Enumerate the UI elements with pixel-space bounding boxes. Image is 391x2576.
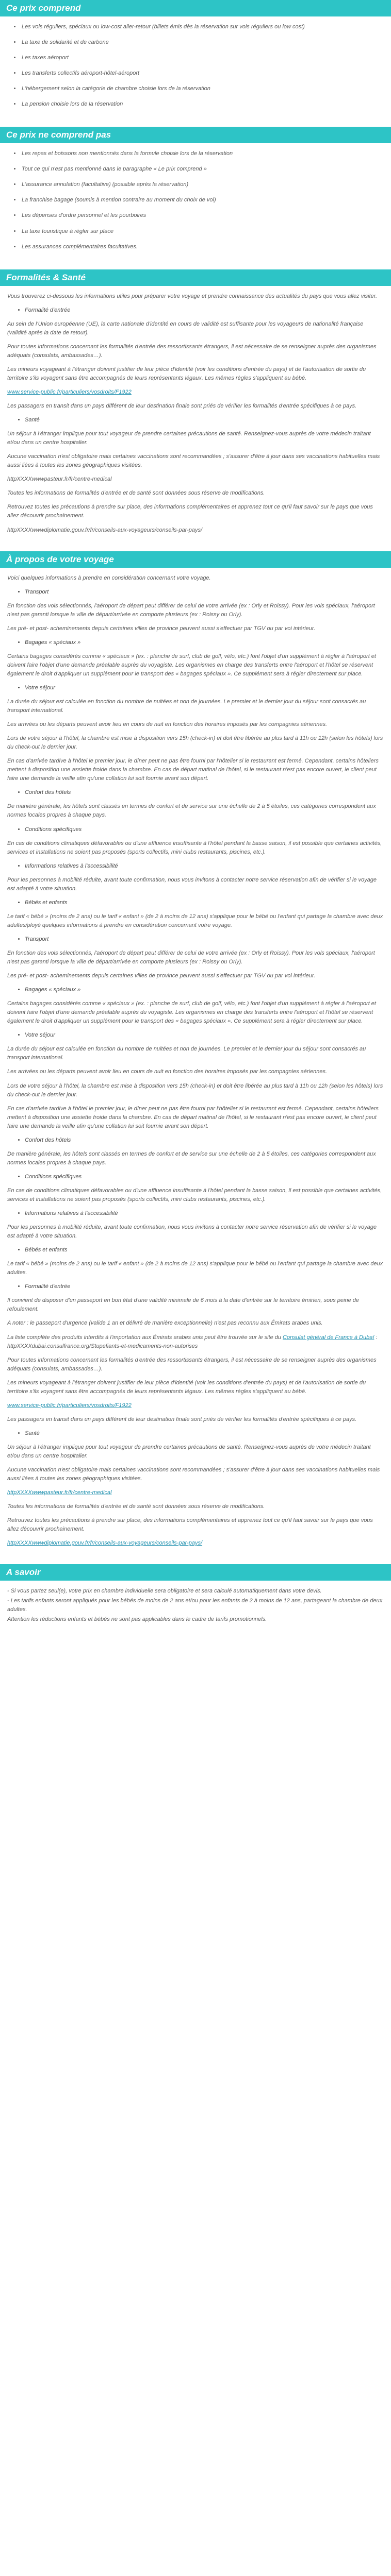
accessibilite-heading: • Informations relatives à l'accessibilité: [25, 862, 384, 871]
list-item: • La taxe touristique à régler sur place: [21, 227, 384, 236]
accessibilite-heading: • Informations relatives à l'accessibilité: [25, 1209, 384, 1218]
paragraph: Toutes les informations de formalités d'entrée et de santé sont données sous réserve de modifications.: [7, 490, 265, 497]
section-propos: [0, 568, 391, 1565]
bagages-heading: • Bagages « spéciaux »: [25, 638, 384, 647]
heading-list: [7, 638, 384, 647]
paragraph: A noter : le passeport d'urgence (valide 1 an et délivré de manière exceptionnelle) n'est pas reconnu aux Émirats arabes unis.: [7, 1320, 323, 1327]
section-title-propos: À propos de votre voyage: [0, 551, 391, 568]
conditions-heading: • Conditions spécifiques: [25, 825, 384, 834]
diplomatie-link[interactable]: httpXXXXwwwdiplomatie.gouv.fr/fr/conseils-aux-voyageurs/conseils-par-pays/: [7, 1540, 203, 1547]
heading-list: [7, 1209, 384, 1218]
sante-heading: • Santé: [25, 416, 384, 425]
list-item: • La pension choisie lors de la réservation: [21, 100, 384, 109]
bebes-heading: • Bébés et enfants: [25, 899, 384, 907]
compris-list: [7, 23, 384, 109]
heading-list: [7, 1173, 384, 1181]
paragraph: Pour les personnes à mobilité réduite, avant toute confirmation, nous vous invitons à contacter notre service réservation afin de vérifier si le voyage est adapté à votre situation.: [7, 876, 377, 892]
service-public-link[interactable]: www.service-public.fr/particuliers/vosdroits/F1922: [7, 1402, 132, 1409]
transport-heading: • Transport: [25, 588, 384, 597]
heading-list: [7, 899, 384, 907]
heading-list: [7, 1429, 384, 1438]
paragraph: Toutes les informations de formalités d'entrée et de santé sont données sous réserve de modifications.: [7, 1503, 265, 1510]
paragraph: De manière générale, les hôtels sont classés en termes de confort et de service sur une échelle de 2 à 5 étoiles, ces catégories correspondent aux normes locales propres à chaque pays.: [7, 803, 376, 819]
paragraph: La durée du séjour est calculée en fonction du nombre de nuitées et non de journées. Le premier et le dernier jour du séjour sont consacrés au transport international.: [7, 1046, 366, 1061]
section-compris: [0, 16, 391, 127]
paragraph: La durée du séjour est calculée en fonction du nombre de nuitées et non de journées. Le premier et le dernier jour du séjour sont consacrés au transport international.: [7, 699, 366, 714]
sejour-heading: • Votre séjour: [25, 1031, 384, 1040]
heading-list: [7, 935, 384, 944]
list-item: • Les transferts collectifs aéroport-hôtel-aéroport: [21, 69, 384, 78]
paragraph: Lors de votre séjour à l'hôtel, la chambre est mise à disposition vers 15h (check-in) et doit être libérée au plus tard à 11h ou 12h (selon les hôtels) lors du check-out le dernier jour.: [7, 735, 383, 751]
paragraph: Pour toutes informations concernant les formalités d'entrée des ressortissants étrangers, il est nécessaire de se renseigner auprès des organismes adéquats (consulats, ambassades…).: [7, 1357, 377, 1372]
noncompris-list: [7, 149, 384, 251]
paragraph: httpXXXXwwwdiplomatie.gouv.fr/fr/conseils-aux-voyageurs/conseils-par-pays/: [7, 527, 203, 533]
section-title-asavoir: A savoir: [0, 1564, 391, 1581]
paragraph: Retrouvez toutes les précautions à prendre sur place, des informations complémentaires et apprenez tout ce qu'il faut savoir sur le pays que vous allez découvrir prochainement.: [7, 1517, 373, 1533]
paragraph: Retrouvez toutes les précautions à prendre sur place, des informations complémentaires et apprenez tout ce qu'il faut savoir sur le pays que vous allez découvrir prochainement.: [7, 504, 373, 519]
paragraph: En cas de conditions climatiques défavorables ou d'une affluence insuffisante à l'hôtel pendant la basse saison, il est possible que certaines activités, services et installations ne soient pas proposés (sports collectifs, mini clubs restaurants, piscines, etc.).: [7, 1187, 382, 1202]
section-formalites: [0, 286, 391, 551]
paragraph: En cas d'arrivée tardive à l'hôtel le premier jour, le dîner peut ne pas être fourni par l'hôtelier si le restaurant est fermé. Cependant, certains hôteliers mettent à disposition une assiette froide dans la chambre. En cas de départ matinal de l'hôtel, si le restaurant n'est pas encore ouvert, le client peut faire une demande la veille afin qu'une collation lui soit fournie avant son départ.: [7, 1105, 379, 1129]
transport-heading: • Transport: [25, 935, 384, 944]
heading-list: [7, 684, 384, 692]
paragraph: Certains bagages considérés comme « spéciaux » (ex. : planche de surf, club de golf, vélo, etc.) font l'objet d'un supplément à régler à l'aéroport et doivent faire l'objet d'une demande préalable auprès du voyagiste. Les organismes en charge des transferts entre l'aéroport et l'hôtel se réservent également le droit d'appliquer un supplément pour le transport des « bagages spéciaux ». Ce supplément sera à régler directement sur place.: [7, 1001, 376, 1025]
sante-heading: • Santé: [25, 1429, 384, 1438]
sante-heading-list: [7, 416, 384, 425]
list-item: • Les repas et boissons non mentionnés dans la formule choisie lors de la réservation: [21, 149, 384, 158]
paragraph: En fonction des vols sélectionnés, l'aéroport de départ peut différer de celui de votre arrivée (ex : Orly et Roissy). Pour les vols spéciaux, l'aéroport n'est pas garanti lorsque la ville de départ/arrivée en comporte plusieurs (ex : Roissy ou Orly).: [7, 950, 375, 965]
paragraph: Les mineurs voyageant à l'étranger doivent justifier de leur pièce d'identité (voir les conditions d'entrée du pays) et de l'autorisation de sortie du territoire s'ils voyagent sans être accompagnés de leurs représentants légaux. Les mêmes règles s'appliquent au bébé.: [7, 1379, 366, 1395]
heading-list: [7, 1136, 384, 1145]
list-item: • Les assurances complémentaires facultatives.: [21, 243, 384, 251]
service-public-link[interactable]: www.service-public.fr/particuliers/vosdroits/F1922: [7, 388, 132, 395]
list-item: • Les taxes aéroport: [21, 54, 384, 62]
text: La liste complète des produits interdits à l'importation aux Émirats arabes unis peut être trouvée sur le site du: [7, 1334, 283, 1341]
paragraph: Les arrivées ou les départs peuvent avoir lieu en cours de nuit en fonction des horaires imposés par les compagnies aériennes.: [7, 1069, 328, 1075]
list-item: • Les dépenses d'ordre personnel et les pourboires: [21, 211, 384, 220]
paragraph: Lors de votre séjour à l'hôtel, la chambre est mise à disposition vers 15h (check-in) et doit être libérée au plus tard à 11h ou 12h (selon les hôtels) lors du check-out le dernier jour.: [7, 1082, 383, 1098]
bagages-heading: • Bagages « spéciaux »: [25, 986, 384, 994]
conditions-heading: • Conditions spécifiques: [25, 1173, 384, 1181]
confort-heading: • Confort des hôtels: [25, 1136, 384, 1145]
paragraph: httpXXXXwwwpasteur.fr/fr/centre-medical: [7, 476, 112, 483]
paragraph: Il convient de disposer d'un passeport en bon état d'une validité minimale de 6 mois à la date d'entrée sur le territoire émirien, sous peine de refoulement.: [7, 1297, 359, 1313]
paragraph: Pour toutes informations concernant les formalités d'entrée des ressortissants étrangers, il est nécessaire de se renseigner auprès des organismes adéquats (consulats, ambassades…).: [7, 343, 377, 359]
list-item: • Les vols réguliers, spéciaux ou low-cost aller-retour (billets émis dès la réservation sur vols réguliers ou low cost): [21, 23, 384, 31]
paragraph: [7, 1539, 384, 1548]
paragraph: Le tarif « bébé » (moins de 2 ans) ou le tarif « enfant » (de 2 à moins de 12 ans) s'applique pour le bébé ou l'enfant qui partage la chambre avec deux adultes/ployé quelques informations à prendre en considération concernant votre voyage.: [7, 913, 383, 928]
formalite-heading: • Formalité d'entrée: [25, 306, 384, 315]
section-noncompris: [0, 143, 391, 269]
paragraph: Les arrivées ou les départs peuvent avoir lieu en cours de nuit en fonction des horaires imposés par les compagnies aériennes.: [7, 721, 328, 728]
paragraph: [7, 1488, 384, 1497]
section-title-compris: Ce prix comprend: [0, 0, 391, 16]
formalite-heading-list: [7, 306, 384, 315]
heading-list: [7, 788, 384, 797]
paragraph: Pour les personnes à mobilité réduite, avant toute confirmation, nous vous invitons à contacter notre service réservation afin de vérifier si le voyage est adapté à votre situation.: [7, 1224, 377, 1240]
heading-list: [7, 1282, 384, 1291]
paragraph: Le tarif « bébé » (moins de 2 ans) ou le tarif « enfant » (de 2 à moins de 12 ans) s'applique pour le bébé ou l'enfant qui partage la chambre avec deux adultes.: [7, 1261, 383, 1276]
heading-list: [7, 862, 384, 871]
paragraph: Les passagers en transit dans un pays différent de leur destination finale sont priés de vérifier les formalités d'entrée spécifiques à ce pays.: [7, 403, 357, 410]
paragraph: De manière générale, les hôtels sont classés en termes de confort et de service sur une échelle de 2 à 5 étoiles, ces catégories correspondent aux normes locales propres à chaque pays.: [7, 1150, 376, 1166]
paragraph: En fonction des vols sélectionnés, l'aéroport de départ peut différer de celui de votre arrivée (ex : Orly et Roissy). Pour les vols spéciaux, l'aéroport n'est pas garanti lorsque la ville de départ/arrivée en comporte plusieurs (ex : Roissy ou Orly).: [7, 602, 375, 618]
propos-intro: Voici quelques informations à prendre en considération concernant votre voyage.: [7, 574, 211, 581]
paragraph: Les pré- et post- acheminements depuis certaines villes de province peuvent aussi s'effectuer par TGV ou par voi intérieur.: [7, 973, 316, 979]
paragraph: En cas d'arrivée tardive à l'hôtel le premier jour, le dîner peut ne pas être fourni par l'hôtelier si le restaurant est fermé. Cependant, certains hôteliers mettent à disposition une assiette froide dans la chambre. En cas de départ matinal de l'hôtel, si le restaurant n'est pas encore ouvert, le client peut faire une demande la veille afin qu'une collation lui soit fournie avant son départ.: [7, 758, 379, 782]
list-item: • L'hébergement selon la catégorie de chambre choisie lors de la réservation: [21, 84, 384, 93]
heading-list: [7, 1031, 384, 1040]
formalite-heading: • Formalité d'entrée: [25, 1282, 384, 1291]
heading-list: [7, 588, 384, 597]
paragraph: Attention les réductions enfants et bébés ne sont pas applicables dans le cadre de tarifs promotionnels.: [7, 1616, 267, 1623]
heading-list: [7, 1246, 384, 1255]
confort-heading: • Confort des hôtels: [25, 788, 384, 797]
pasteur-link[interactable]: httpXXXXwwwpasteur.fr/fr/centre-medical: [7, 1489, 112, 1496]
paragraph: Un séjour à l'étranger implique pour tout voyageur de prendre certaines précautions de santé. Renseignez-vous auprès de votre médecin traitant et/ou dans un centre hospitalier.: [7, 431, 371, 446]
paragraph: - Les tarifs enfants seront appliqués pour les bébés de moins de 2 ans et/ou pour les enfants de 2 à moins de 12 ans, partageant la chambre de deux adultes.: [7, 1598, 383, 1613]
list-item: • La franchise bagage (soumis à mention contraire au moment du choix de vol): [21, 196, 384, 205]
paragraph: En cas de conditions climatiques défavorables ou d'une affluence insuffisante à l'hôtel pendant la basse saison, il est possible que certaines activités, services et installations ne soient pas proposés (sports collectifs, mini clubs restaurants, piscines, etc.).: [7, 840, 382, 855]
paragraph: [7, 1401, 384, 1410]
section-title-noncompris: Ce prix ne comprend pas: [0, 127, 391, 143]
paragraph: Aucune vaccination n'est obligatoire mais certaines vaccinations sont recommandées ; s'assurer d'être à jour dans ses vaccinations habituelles mais aussi liées à toutes les zones géographiques visitées.: [7, 453, 380, 469]
paragraph: Au sein de l'Union européenne (UE), la carte nationale d'identité en cours de validité est suffisante pour les voyageurs de nationalité française (validité après la date de retour).: [7, 320, 364, 336]
paragraph: Les mineurs voyageant à l'étranger doivent justifier de leur pièce d'identité (voir les conditions d'entrée du pays) et de l'autorisation de sortie du territoire s'ils voyagent sans être accompagnés de leurs représentants légaux. Les mêmes règles s'appliquent au bébé.: [7, 366, 366, 381]
heading-list: [7, 825, 384, 834]
list-item: • Tout ce qui n'est pas mentionné dans le paragraphe « Le prix comprend »: [21, 165, 384, 174]
formalites-intro: Vous trouverez ci-dessous les informations utiles pour préparer votre voyage et prendre connaissance des actualités du pays que vous allez visiter.: [7, 293, 378, 299]
paragraph: Certains bagages considérés comme « spéciaux » (ex. : planche de surf, club de golf, vélo, etc.) font l'objet d'un supplément à régler à l'aéroport et doivent faire l'objet d'une demande préalable auprès du voyagiste. Les organismes en charge des transferts entre l'aéroport et l'hôtel se réservent également le droit d'appliquer un supplément pour le transport des « bagages spéciaux ». Ce supplément sera à régler directement sur place.: [7, 653, 376, 677]
list-item: • L'assurance annulation (facultative) (possible après la réservation): [21, 180, 384, 189]
paragraph: - Si vous partez seul(e), votre prix en chambre individuelle sera obligatoire et sera calculé automatiquement dans votre devis.: [7, 1588, 322, 1595]
paragraph: Un séjour à l'étranger implique pour tout voyageur de prendre certaines précautions de santé. Renseignez-vous auprès de votre médecin traitant et/ou dans un centre hospitalier.: [7, 1444, 371, 1459]
paragraph: Aucune vaccination n'est obligatoire mais certaines vaccinations sont recommandées ; s'assurer d'être à jour dans ses vaccinations habituelles mais aussi liées à toutes les zones géographiques visitées.: [7, 1467, 380, 1482]
section-title-formalites: Formalités & Santé: [0, 269, 391, 286]
paragraph: [7, 388, 384, 397]
list-item: • La taxe de solidarité et de carbone: [21, 38, 384, 47]
heading-list: [7, 986, 384, 994]
paragraph: [7, 1333, 384, 1351]
paragraph: Les pré- et post- acheminements depuis certaines villes de province peuvent aussi s'effectuer par TGV ou par voi intérieur.: [7, 625, 316, 632]
section-asavoir: [0, 1581, 391, 1636]
paragraph: Les passagers en transit dans un pays différent de leur destination finale sont priés de vérifier les formalités d'entrée spécifiques à ce pays.: [7, 1416, 357, 1422]
sejour-heading: • Votre séjour: [25, 684, 384, 692]
consulat-link[interactable]: Consulat général de France à Dubaï: [283, 1334, 374, 1341]
bebes-heading: • Bébés et enfants: [25, 1246, 384, 1255]
text: : httpXXXXdubai.consulfrance.org/Stupefiants-et-medicaments-non-autorises: [7, 1334, 378, 1349]
